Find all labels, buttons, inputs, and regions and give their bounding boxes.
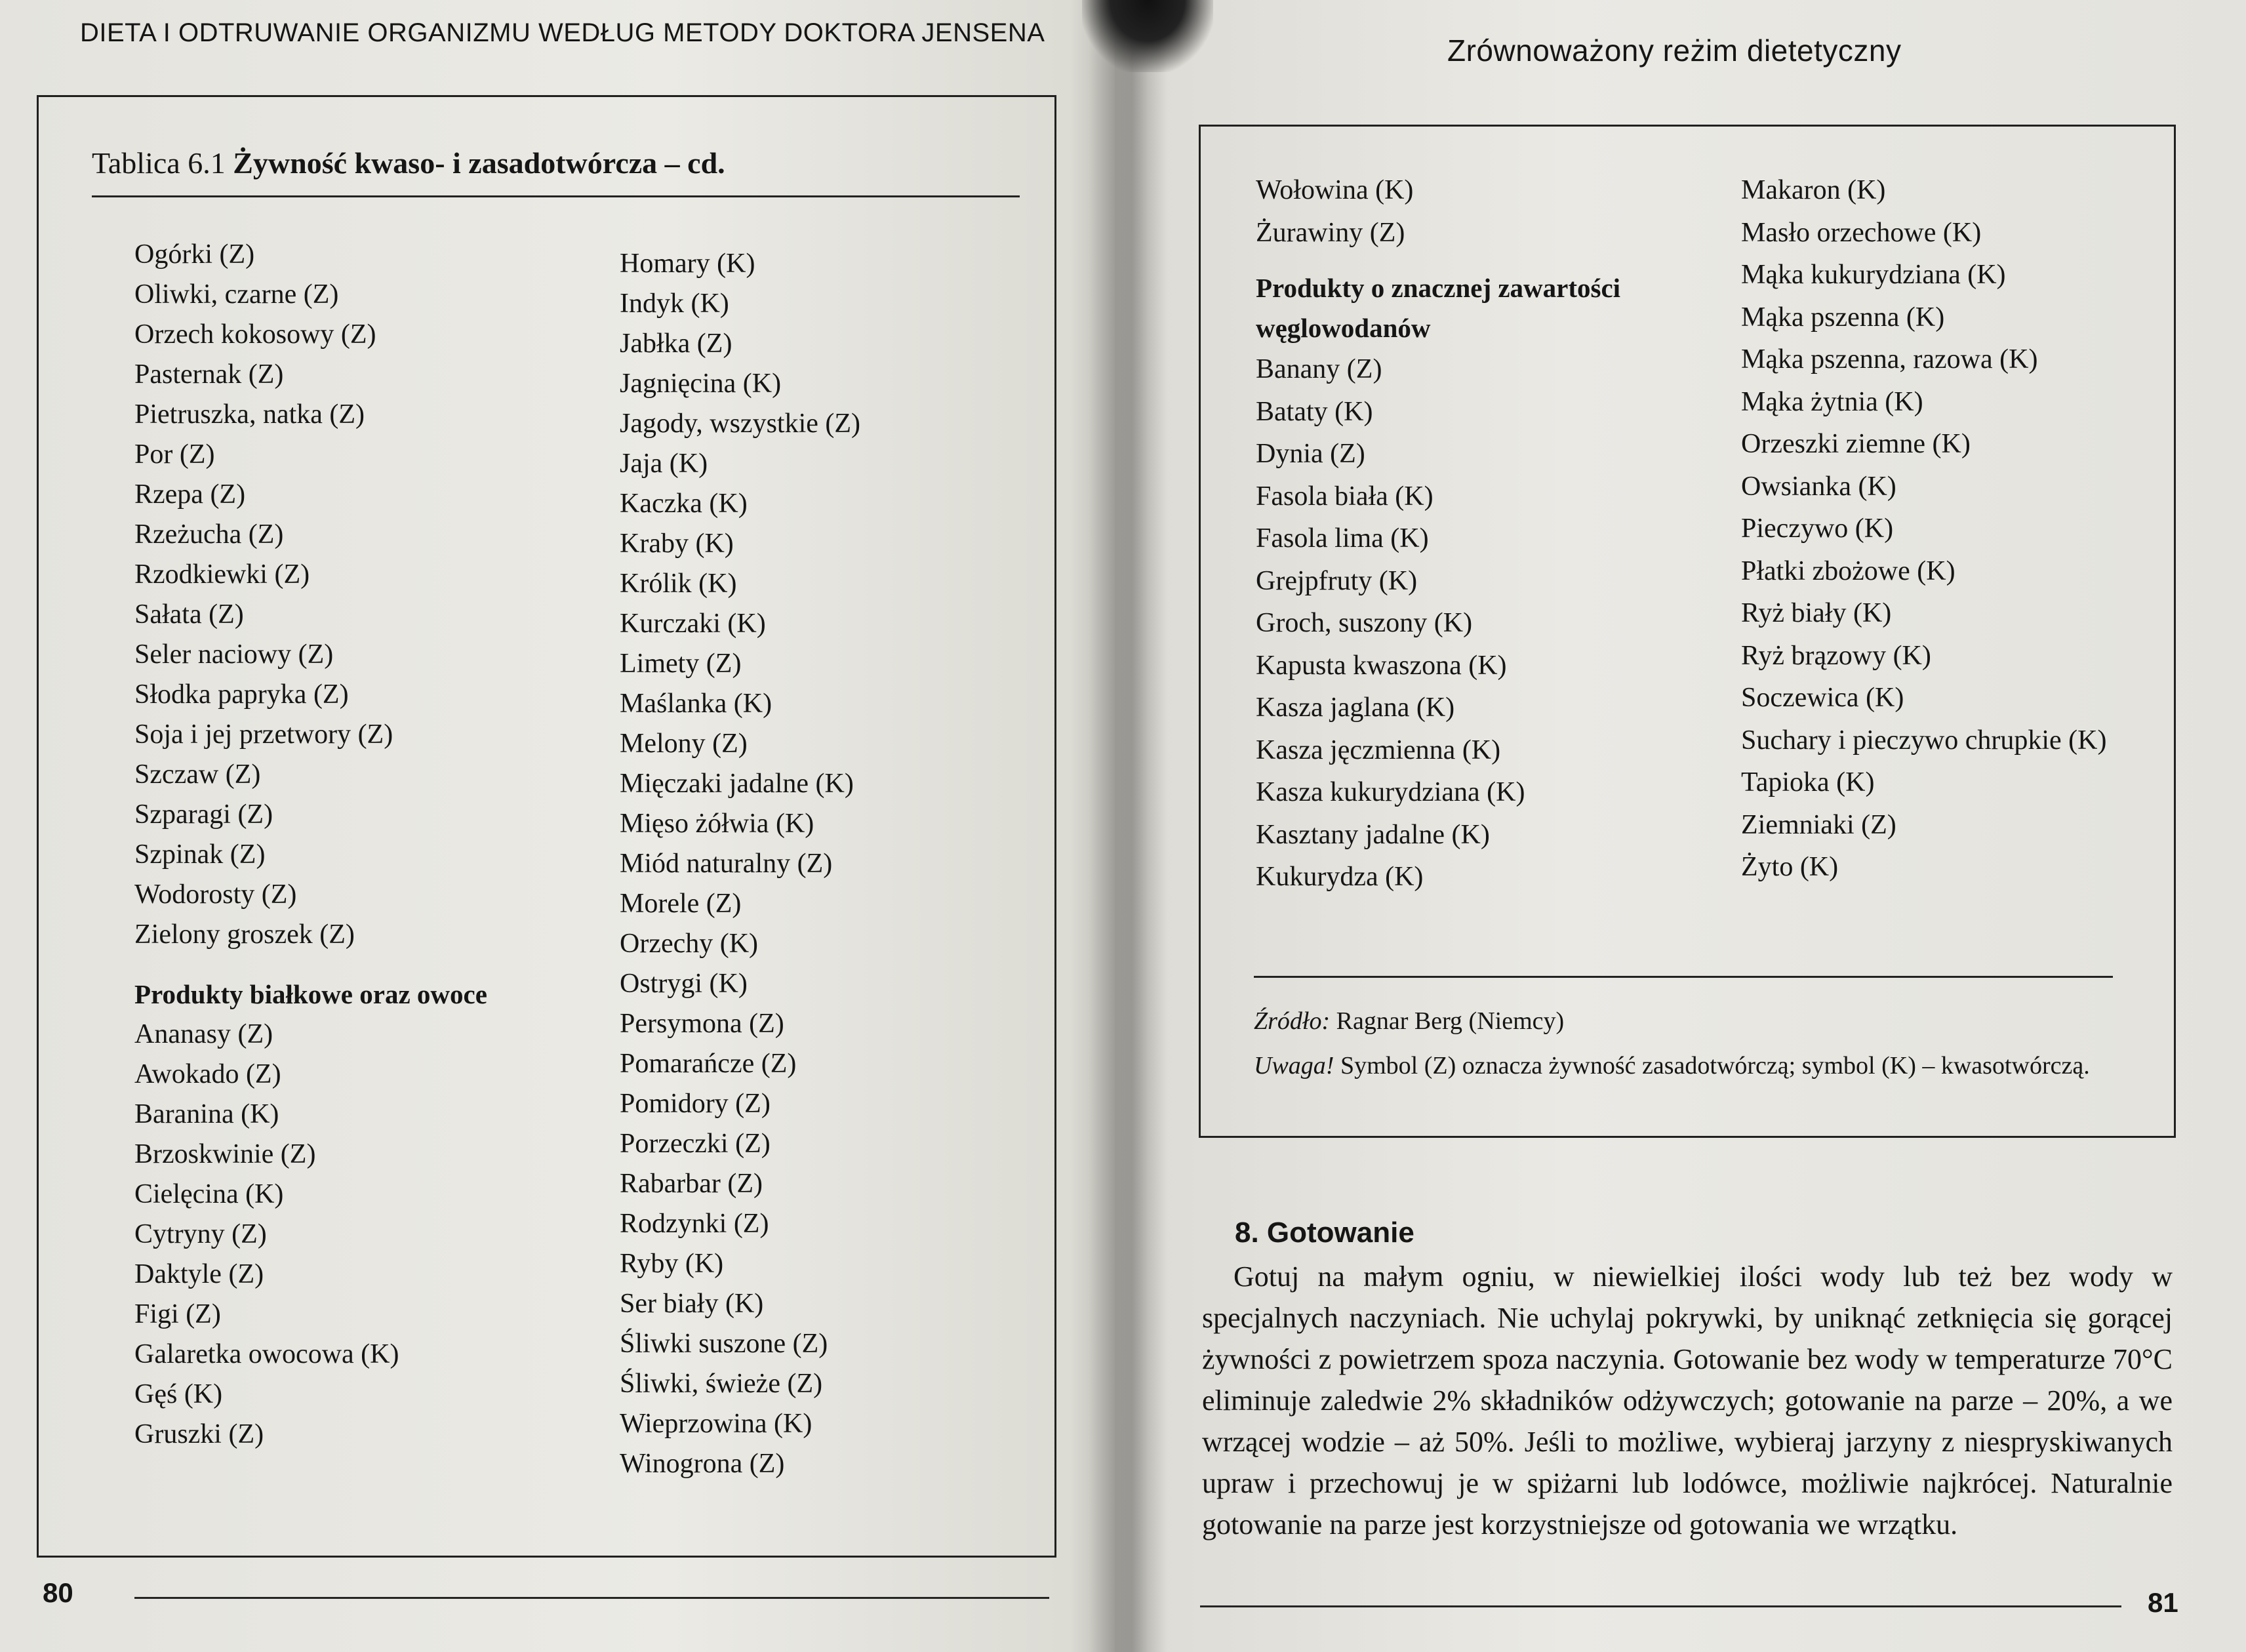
- source-label: Źródło:: [1254, 1007, 1331, 1035]
- list-item: Kaczka (K): [620, 489, 748, 519]
- list-item: Tapioka (K): [1741, 767, 1875, 797]
- list-item: Maślanka (K): [620, 689, 772, 719]
- list-item: Jaja (K): [620, 449, 708, 479]
- title-rule: [92, 195, 1020, 197]
- footer-rule-right: [1200, 1605, 2121, 1607]
- list-item: Soczewica (K): [1741, 683, 1904, 713]
- list-item: Figi (Z): [134, 1299, 221, 1329]
- list-item: Kasza jaglana (K): [1256, 693, 1455, 723]
- table-note: [1254, 1051, 2090, 1080]
- list-item: Cytryny (Z): [134, 1219, 267, 1249]
- list-item: Rzodkiewki (Z): [134, 559, 310, 590]
- list-item: Winogrona (Z): [620, 1449, 785, 1479]
- list-item: Jagody, wszystkie (Z): [620, 409, 861, 439]
- list-item: Ryż biały (K): [1741, 598, 1892, 628]
- list-item: Limety (Z): [620, 649, 742, 679]
- page-number-right: 81: [2148, 1587, 2178, 1618]
- list-item: Wołowina (K): [1256, 175, 1414, 205]
- list-item: Ser biały (K): [620, 1289, 764, 1319]
- list-item: Melony (Z): [620, 729, 748, 759]
- list-item: Owsianka (K): [1741, 471, 1896, 502]
- category-heading: Produkty białkowe oraz owoce: [134, 979, 487, 1009]
- list-item: Ryż brązowy (K): [1741, 640, 1931, 671]
- list-item: Makaron (K): [1741, 175, 1886, 205]
- list-item: Rzepa (Z): [134, 479, 246, 510]
- list-item: Ziemniaki (Z): [1741, 809, 1896, 840]
- list-item: Kasza jęczmienna (K): [1256, 735, 1501, 765]
- list-item: Orzeszki ziemne (K): [1741, 429, 1971, 459]
- list-item: Awokado (Z): [134, 1059, 281, 1089]
- left-page: [0, 0, 1115, 1652]
- list-item: Fasola biała (K): [1256, 481, 1434, 512]
- list-item: Pomarańcze (Z): [620, 1049, 797, 1079]
- list-item: Dynia (Z): [1256, 439, 1365, 469]
- list-item: Słodka papryka (Z): [134, 679, 349, 710]
- list-item: Persymona (Z): [620, 1009, 784, 1039]
- list-item: Mąka pszenna (K): [1741, 302, 1945, 332]
- list-item: Masło orzechowe (K): [1741, 217, 1982, 248]
- list-item: Zielony groszek (Z): [134, 919, 355, 950]
- page-number-left: 80: [43, 1577, 73, 1608]
- list-item: Oliwki, czarne (Z): [134, 279, 339, 310]
- list-item: Sałata (Z): [134, 599, 244, 630]
- list-item: Miód naturalny (Z): [620, 849, 833, 879]
- list-item: Porzeczki (Z): [620, 1129, 771, 1159]
- list-item: Soja i jej przetwory (Z): [134, 719, 393, 750]
- list-item: Brzoskwinie (Z): [134, 1139, 316, 1169]
- list-item: Rodzynki (Z): [620, 1209, 769, 1239]
- list-item: Pieczywo (K): [1741, 514, 1894, 544]
- list-item: Cielęcina (K): [134, 1179, 284, 1209]
- source-text: Ragnar Berg (Niemcy): [1330, 1007, 1565, 1035]
- left-column-1: [134, 235, 487, 1455]
- list-item: Bataty (K): [1256, 396, 1373, 427]
- list-item: Kasztany jadalne (K): [1256, 819, 1490, 850]
- list-item: Żyto (K): [1741, 852, 1839, 882]
- list-item: Mąka pszenna, razowa (K): [1741, 344, 2038, 374]
- list-item: Homary (K): [620, 249, 755, 279]
- list-item: Ogórki (Z): [134, 239, 255, 270]
- list-item: Mąka żytnia (K): [1741, 386, 1923, 417]
- list-item: Galaretka owocowa (K): [134, 1339, 399, 1369]
- list-item: Banany (Z): [1256, 354, 1382, 384]
- list-item: Kapusta kwaszona (K): [1256, 650, 1507, 681]
- list-item: Kasza kukurydziana (K): [1256, 777, 1525, 807]
- list-item: Seler naciowy (Z): [134, 639, 334, 670]
- list-item: Rabarbar (Z): [620, 1169, 763, 1199]
- list-item: Szparagi (Z): [134, 799, 273, 830]
- note-text: Symbol (Z) oznacza żywność zasadotwórczą; symbol (K) – kwasotwórczą.: [1334, 1052, 2090, 1079]
- list-item: Groch, suszony (K): [1256, 608, 1473, 638]
- footer-rule-left: [134, 1597, 1049, 1599]
- left-column-2: [620, 244, 860, 1484]
- list-item: Morele (Z): [620, 889, 742, 919]
- note-label: Uwaga!: [1254, 1052, 1334, 1079]
- list-item: Orzechy (K): [620, 929, 759, 959]
- list-item: Kurczaki (K): [620, 609, 766, 639]
- list-item: Por (Z): [134, 439, 215, 470]
- table-bottom-rule: [1254, 976, 2113, 978]
- list-item: Wieprzowina (K): [620, 1409, 812, 1439]
- section-body: Gotuj na małym ogniu, w niewielkiej ilości wody lub też bez wody w specjalnych naczyniach. Nie uchylaj pokrywki, by uniknąć zetknięcia się gorącej żywności z powietrzem spoza naczynia. Gotowanie bez wody w temperaturze 70°C eliminuje zaledwie 2% składników odżywczych; gotowanie na parze – 20%, a we wrzącej wodzie – aż 50%. Jeśli to możliwe, wybieraj jarzyny z niespryskiwanych upraw i przechowuj je w spiżarni lub lodówce, możliwie najkrócej. Naturalnie gotowanie na parze jest korzystniejsze od gotowania we wrzątku.: [1202, 1260, 2173, 1541]
- list-item: Pasternak (Z): [134, 359, 284, 390]
- running-head-left: DIETA I ODTRUWANIE ORGANIZMU WEDŁUG METODY DOKTORA JENSENA: [80, 18, 1045, 47]
- table-title-bold: Żywność kwaso- i zasadotwórcza – cd.: [233, 146, 725, 180]
- list-item: Grejpfruty (K): [1256, 565, 1418, 596]
- list-item: Szczaw (Z): [134, 759, 261, 790]
- list-item: Śliwki suszone (Z): [620, 1329, 828, 1359]
- list-item: Pomidory (Z): [620, 1089, 771, 1119]
- running-head-right: Zrównoważony reżim dietetyczny: [1447, 33, 1902, 68]
- book-spine: [1089, 0, 1167, 1652]
- list-item: Kraby (K): [620, 529, 734, 559]
- list-item: Mięczaki jadalne (K): [620, 769, 854, 799]
- list-item: Suchary i pieczywo chrupkie (K): [1741, 725, 2107, 755]
- list-item: Ryby (K): [620, 1249, 724, 1279]
- category-heading: Produkty o znacznej zawartości: [1256, 273, 1621, 303]
- list-item: Gęś (K): [134, 1379, 223, 1409]
- list-item: Gruszki (Z): [134, 1419, 264, 1449]
- category-heading: węglowodanów: [1256, 313, 1431, 343]
- list-item: Rzeżucha (Z): [134, 519, 284, 550]
- right-column-2: [1741, 169, 2106, 889]
- table-source: [1254, 1007, 1564, 1036]
- list-item: Śliwki, świeże (Z): [620, 1369, 823, 1399]
- list-item: Orzech kokosowy (Z): [134, 319, 376, 350]
- list-item: Mąka kukurydziana (K): [1741, 260, 2006, 290]
- section-title: 8. Gotowanie: [1235, 1217, 1414, 1249]
- list-item: Ananasy (Z): [134, 1019, 273, 1049]
- spine-shadow: [1082, 0, 1213, 72]
- list-item: Pietruszka, natka (Z): [134, 399, 365, 430]
- list-item: Jabłka (Z): [620, 329, 732, 359]
- list-item: Kukurydza (K): [1256, 862, 1424, 892]
- list-item: Daktyle (Z): [134, 1259, 264, 1289]
- list-item: Królik (K): [620, 569, 737, 599]
- list-item: Płatki zbożowe (K): [1741, 555, 1955, 586]
- list-item: Indyk (K): [620, 289, 729, 319]
- list-item: Żurawiny (Z): [1256, 217, 1405, 248]
- list-item: Szpinak (Z): [134, 839, 266, 870]
- table-title: [92, 146, 725, 180]
- list-item: Wodorosty (Z): [134, 879, 297, 910]
- list-item: Jagnięcina (K): [620, 369, 782, 399]
- list-item: Mięso żółwia (K): [620, 809, 814, 839]
- table-title-prefix: Tablica 6.1: [92, 146, 233, 180]
- list-item: Fasola lima (K): [1256, 523, 1429, 554]
- list-item: Ostrygi (K): [620, 969, 748, 999]
- list-item: Baranina (K): [134, 1099, 279, 1129]
- right-column-1: [1256, 169, 1620, 898]
